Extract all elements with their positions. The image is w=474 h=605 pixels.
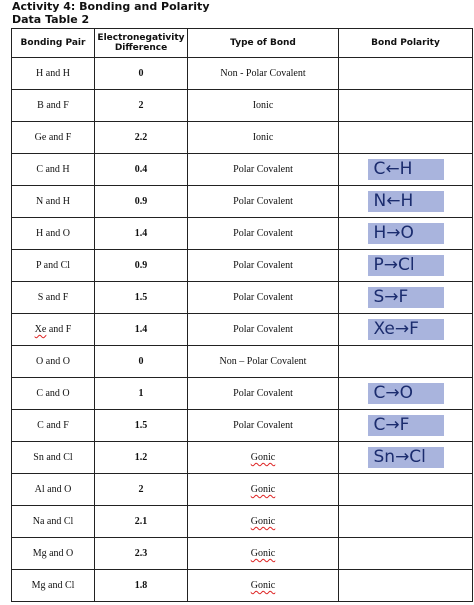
table-row bbox=[12, 410, 473, 442]
bonding-pair-text: P and Cl bbox=[35, 260, 71, 271]
table-row bbox=[12, 538, 473, 570]
bond-polarity-cell bbox=[339, 346, 473, 378]
electronegativity-difference-cell: 0 bbox=[95, 58, 188, 90]
bond-polarity-cell bbox=[339, 570, 473, 602]
bond-type-text: Non – Polar Covalent bbox=[219, 356, 307, 367]
bond-type-cell bbox=[188, 346, 339, 378]
bond-polarity-annotation: C→O bbox=[368, 383, 444, 404]
table-row bbox=[12, 442, 473, 474]
table-row bbox=[12, 506, 473, 538]
table-row bbox=[12, 154, 473, 186]
table-body bbox=[12, 58, 473, 602]
electronegativity-difference-cell: 1 bbox=[95, 378, 188, 410]
bond-type-cell bbox=[188, 90, 339, 122]
bond-polarity-cell bbox=[339, 90, 473, 122]
electronegativity-difference-cell: 2 bbox=[95, 90, 188, 122]
table-row bbox=[12, 346, 473, 378]
electronegativity-difference-cell: 1.4 bbox=[95, 314, 188, 346]
bonding-pair-cell bbox=[12, 122, 95, 154]
bonding-pair-cell bbox=[12, 474, 95, 506]
bonding-pair-text: Ge and F bbox=[34, 132, 72, 143]
bond-type-cell bbox=[188, 186, 339, 218]
header-electronegativity-difference: Electronegativity Difference bbox=[95, 29, 188, 58]
bond-polarity-cell bbox=[339, 378, 473, 410]
bond-type-cell bbox=[188, 282, 339, 314]
electronegativity-difference-cell: 1.2 bbox=[95, 442, 188, 474]
bond-type-cell bbox=[188, 474, 339, 506]
bonding-pair-text: B and F bbox=[37, 100, 69, 111]
bond-polarity-cell bbox=[339, 250, 473, 282]
bonding-pair-cell bbox=[12, 378, 95, 410]
bond-polarity-annotation: Xe→F bbox=[368, 319, 444, 340]
bonding-pair-cell bbox=[12, 570, 95, 602]
bond-type-text: Gonic bbox=[250, 484, 276, 495]
bond-type-cell bbox=[188, 154, 339, 186]
header-type-of-bond: Type of Bond bbox=[188, 29, 339, 58]
bond-type-text: Polar Covalent bbox=[233, 420, 293, 431]
bond-polarity-cell bbox=[339, 154, 473, 186]
electronegativity-difference-cell: 2.3 bbox=[95, 538, 188, 570]
bond-type-cell bbox=[188, 538, 339, 570]
bonding-pair-cell bbox=[12, 314, 95, 346]
bonding-pair-text: Sn and Cl bbox=[33, 452, 73, 463]
table-row bbox=[12, 570, 473, 602]
bonding-pair-cell bbox=[12, 218, 95, 250]
bonding-polarity-table bbox=[11, 28, 473, 602]
bonding-pair-text: Mg and Cl bbox=[31, 580, 75, 591]
bonding-pair-cell bbox=[12, 154, 95, 186]
bond-type-text: Polar Covalent bbox=[233, 164, 293, 175]
bond-type-text: Polar Covalent bbox=[233, 260, 293, 271]
table-row bbox=[12, 58, 473, 90]
bond-polarity-cell bbox=[339, 122, 473, 154]
bond-polarity-annotation: S→F bbox=[368, 287, 444, 308]
bonding-pair-text: Xe and F bbox=[34, 324, 72, 335]
bond-type-text: Non - Polar Covalent bbox=[220, 68, 306, 79]
header-bonding-pair: Bonding Pair bbox=[12, 29, 95, 58]
electronegativity-difference-cell: 2.2 bbox=[95, 122, 188, 154]
bond-polarity-cell bbox=[339, 282, 473, 314]
bond-type-text: Gonic bbox=[250, 516, 276, 527]
bonding-pair-cell bbox=[12, 538, 95, 570]
bond-type-text: Polar Covalent bbox=[233, 388, 293, 399]
bonding-pair-cell bbox=[12, 282, 95, 314]
electronegativity-difference-cell: 1.4 bbox=[95, 218, 188, 250]
bonding-pair-cell bbox=[12, 250, 95, 282]
bonding-pair-text: H and H bbox=[36, 68, 70, 79]
bond-polarity-cell bbox=[339, 186, 473, 218]
activity-title: Activity 4: Bonding and Polarity bbox=[12, 0, 210, 13]
bond-polarity-cell bbox=[339, 506, 473, 538]
table-row bbox=[12, 378, 473, 410]
table-row bbox=[12, 474, 473, 506]
table-row bbox=[12, 90, 473, 122]
bond-type-cell bbox=[188, 570, 339, 602]
bonding-pair-cell bbox=[12, 346, 95, 378]
bond-type-cell bbox=[188, 442, 339, 474]
table-header-row bbox=[12, 29, 473, 58]
bonding-pair-text: C and F bbox=[37, 420, 69, 431]
bond-polarity-cell bbox=[339, 538, 473, 570]
bond-polarity-cell bbox=[339, 58, 473, 90]
bond-type-text: Polar Covalent bbox=[233, 196, 293, 207]
electronegativity-difference-cell: 1.5 bbox=[95, 410, 188, 442]
bonding-pair-cell bbox=[12, 186, 95, 218]
bond-type-cell bbox=[188, 58, 339, 90]
bonding-pair-text: Mg and O bbox=[32, 548, 74, 559]
bonding-pair-text: H and O bbox=[36, 228, 70, 239]
bond-polarity-annotation: C→F bbox=[368, 415, 444, 436]
bond-polarity-cell bbox=[339, 218, 473, 250]
table-row bbox=[12, 282, 473, 314]
bond-polarity-cell bbox=[339, 314, 473, 346]
bonding-pair-cell bbox=[12, 410, 95, 442]
electronegativity-difference-cell: 2.1 bbox=[95, 506, 188, 538]
bond-type-text: Polar Covalent bbox=[233, 324, 293, 335]
bond-type-cell bbox=[188, 378, 339, 410]
bond-polarity-annotation: C←H bbox=[368, 159, 444, 180]
bond-type-text: Gonic bbox=[250, 548, 276, 559]
bond-polarity-cell bbox=[339, 474, 473, 506]
table-row bbox=[12, 186, 473, 218]
bonding-pair-text: C and O bbox=[36, 388, 70, 399]
header-bond-polarity: Bond Polarity bbox=[339, 29, 473, 58]
bond-type-cell bbox=[188, 218, 339, 250]
bond-type-text: Gonic bbox=[250, 452, 276, 463]
electronegativity-difference-cell: 1.5 bbox=[95, 282, 188, 314]
table-row bbox=[12, 122, 473, 154]
bond-type-text: Ionic bbox=[252, 100, 274, 111]
bond-polarity-annotation: P→Cl bbox=[368, 255, 444, 276]
bonding-pair-text: Al and O bbox=[34, 484, 72, 495]
bond-type-text: Ionic bbox=[252, 132, 274, 143]
bonding-pair-cell bbox=[12, 90, 95, 122]
bonding-pair-cell bbox=[12, 58, 95, 90]
bonding-pair-text: C and H bbox=[36, 164, 70, 175]
table-row bbox=[12, 218, 473, 250]
bond-polarity-annotation: N←H bbox=[368, 191, 444, 212]
electronegativity-difference-cell: 1.8 bbox=[95, 570, 188, 602]
bond-polarity-annotation: H→O bbox=[368, 223, 444, 244]
electronegativity-difference-cell: 0.4 bbox=[95, 154, 188, 186]
bonding-pair-cell bbox=[12, 506, 95, 538]
bonding-pair-text: S and F bbox=[37, 292, 69, 303]
electronegativity-difference-cell: 0.9 bbox=[95, 250, 188, 282]
table-subtitle: Data Table 2 bbox=[12, 13, 90, 26]
bond-polarity-annotation: Sn→Cl bbox=[368, 447, 444, 468]
bond-type-cell bbox=[188, 410, 339, 442]
bond-type-cell bbox=[188, 314, 339, 346]
bond-type-cell bbox=[188, 506, 339, 538]
bond-type-text: Gonic bbox=[250, 580, 276, 591]
electronegativity-difference-cell: 0 bbox=[95, 346, 188, 378]
table-row bbox=[12, 314, 473, 346]
electronegativity-difference-cell: 0.9 bbox=[95, 186, 188, 218]
bond-type-text: Polar Covalent bbox=[233, 228, 293, 239]
bond-polarity-cell bbox=[339, 442, 473, 474]
bonding-pair-text: Na and Cl bbox=[32, 516, 74, 527]
bond-type-cell bbox=[188, 122, 339, 154]
bond-type-text: Polar Covalent bbox=[233, 292, 293, 303]
bond-polarity-cell bbox=[339, 410, 473, 442]
bonding-pair-cell bbox=[12, 442, 95, 474]
bond-type-cell bbox=[188, 250, 339, 282]
bonding-pair-text: N and H bbox=[36, 196, 70, 207]
electronegativity-difference-cell: 2 bbox=[95, 474, 188, 506]
table-row bbox=[12, 250, 473, 282]
bonding-pair-text: O and O bbox=[36, 356, 70, 367]
